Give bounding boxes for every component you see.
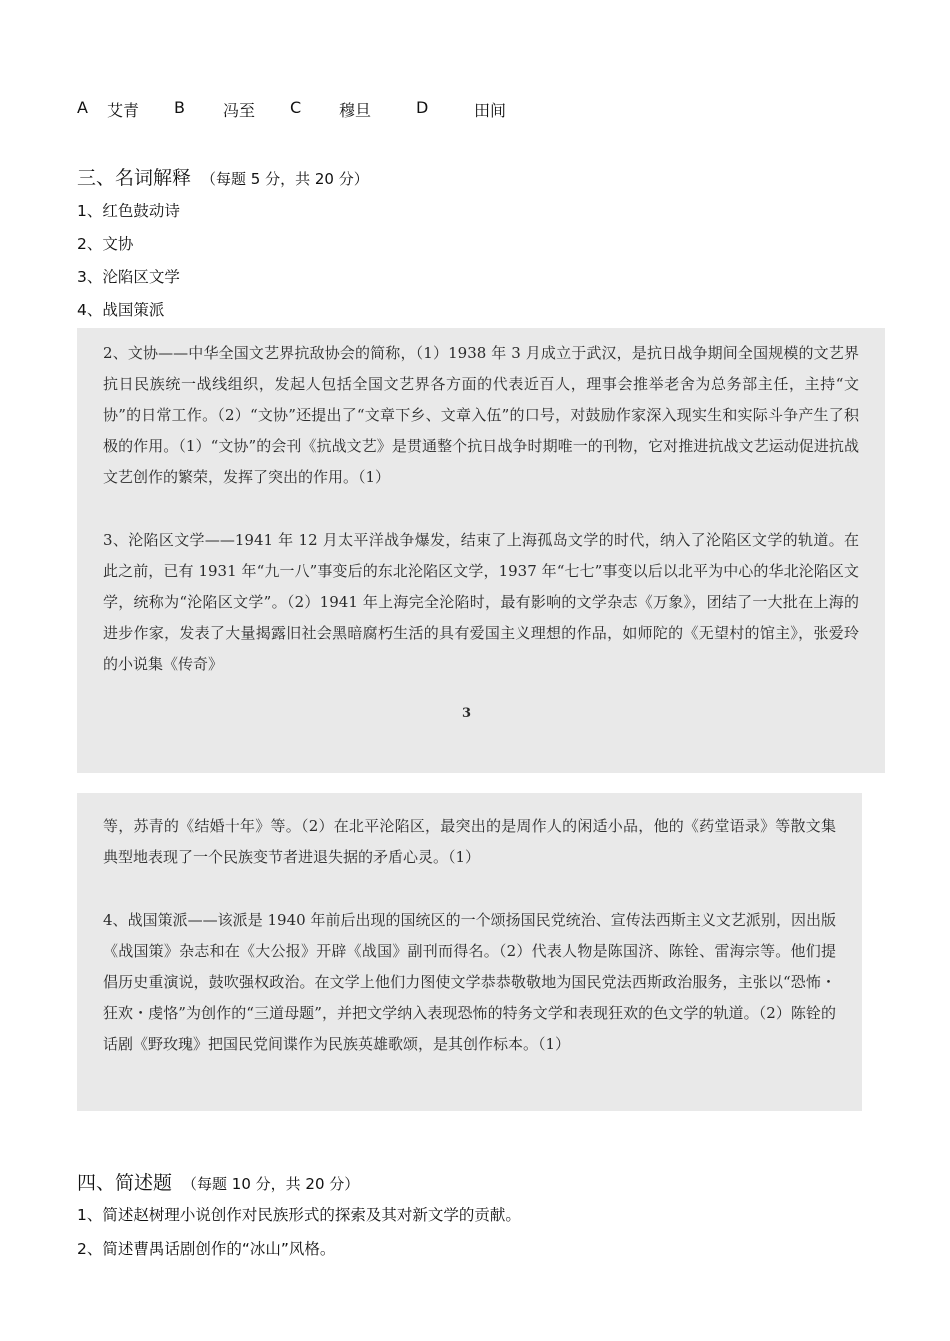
section3-item-2: 2、文协: [77, 235, 134, 253]
section3-item-1: 1、红色鼓动诗: [77, 202, 180, 220]
option-c-text: 穆旦: [339, 101, 372, 120]
option-b-text: 冯至: [223, 101, 256, 120]
answer-scan-page3: [77, 328, 885, 773]
section3-heading: [77, 163, 369, 190]
option-d-text: 田间: [474, 101, 507, 120]
option-c-letter: C: [290, 98, 302, 117]
answer-occupied-area-literature: 3、沦陷区文学——1941 年 12 月太平洋战争爆发，结束了上海孤岛文学的时代，纳入了沦陷区文学的轨道。在此之前，已有 1931 年“九一八”事变后的东北沦陷区文学，1937 年“七七”事变以后以北平为中心的华北沦陷区文学，统称为“沦陷区文学”。（2）1941 年上海完全沦陷时，最有影响的文学杂志《万象》，团结了一大批在上海的进步作家，发表了大量揭露旧社会黑暗腐朽生活的具有爱国主义理想的作品，如师陀的《无望村的馆主》，张爱玲的小说集《传奇》: [103, 531, 859, 673]
section4-score-note: （每题 10 分，共 20 分）: [182, 1175, 360, 1193]
option-a-text: 艾青: [107, 101, 140, 120]
option-a-letter: A: [77, 98, 88, 117]
section4-item-1: 1、简述赵树理小说创作对民族形式的探索及其对新文学的贡献。: [77, 1206, 521, 1224]
section3-score-note: （每题 5 分，共 20 分）: [201, 170, 369, 188]
option-b-letter: B: [174, 98, 185, 117]
answer-zhanguoce-school: 4、战国策派——该派是 1940 年前后出现的国统区的一个颂扬国民党统治、宣传法西斯主义文艺派别，因出版《战国策》杂志和在《大公报》开辟《战国》副刊而得名。（2）代表人物是陈国济、陈铨、雷海宗等。他们提倡历史重演说，鼓吹强权政治。在文学上他们力图使文学恭恭敬敬地为国民党法西斯政治服务，主张以“恐怖・狂欢・虔恪”为创作的“三道母题”，并把文学纳入表现恐怖的特务文学和表现狂欢的色文学的轨道。（2）陈铨的话剧《野玫瑰》把国民党间谍作为民族英雄歌颂，是其创作标本。（1）: [103, 911, 836, 1053]
answer-scan-page4: [77, 793, 862, 1111]
section3-item-4: 4、战国策派: [77, 301, 165, 319]
section4-title: 四、简述题: [77, 1172, 173, 1194]
section4-item-2: 2、简述曹禺话剧创作的“冰山”风格。: [77, 1240, 336, 1258]
page-number: 3: [462, 706, 472, 721]
section3-title: 三、名词解释: [77, 167, 192, 189]
section4-heading: [77, 1168, 359, 1195]
answer-wenxie: 2、文协——中华全国文艺界抗敌协会的简称，（1）1938 年 3 月成立于武汉，是抗日战争期间全国规模的文艺界抗日民族统一战线组织，发起人包括全国文艺界各方面的代表近百人，理事会推举老舍为总务部主任，主持“文协”的日常工作。（2）“文协”还提出了“文章下乡、文章入伍”的口号，对鼓励作家深入现实生和实际斗争产生了积极的作用。（1）“文协”的会刊《抗战文艺》是贯通整个抗日战争时期唯一的刊物，它对推进抗战文艺运动促进抗战文艺创作的繁荣，发挥了突出的作用。（1）: [103, 344, 859, 486]
section3-item-3: 3、沦陷区文学: [77, 268, 180, 286]
answer-occupied-area-continued: 等，苏青的《结婚十年》等。（2）在北平沦陷区，最突出的是周作人的闲适小品，他的《药堂语录》等散文集典型地表现了一个民族变节者进退失据的矛盾心灵。（1）: [103, 817, 836, 866]
choice-options-row: [77, 98, 597, 120]
option-d-letter: D: [416, 98, 429, 117]
